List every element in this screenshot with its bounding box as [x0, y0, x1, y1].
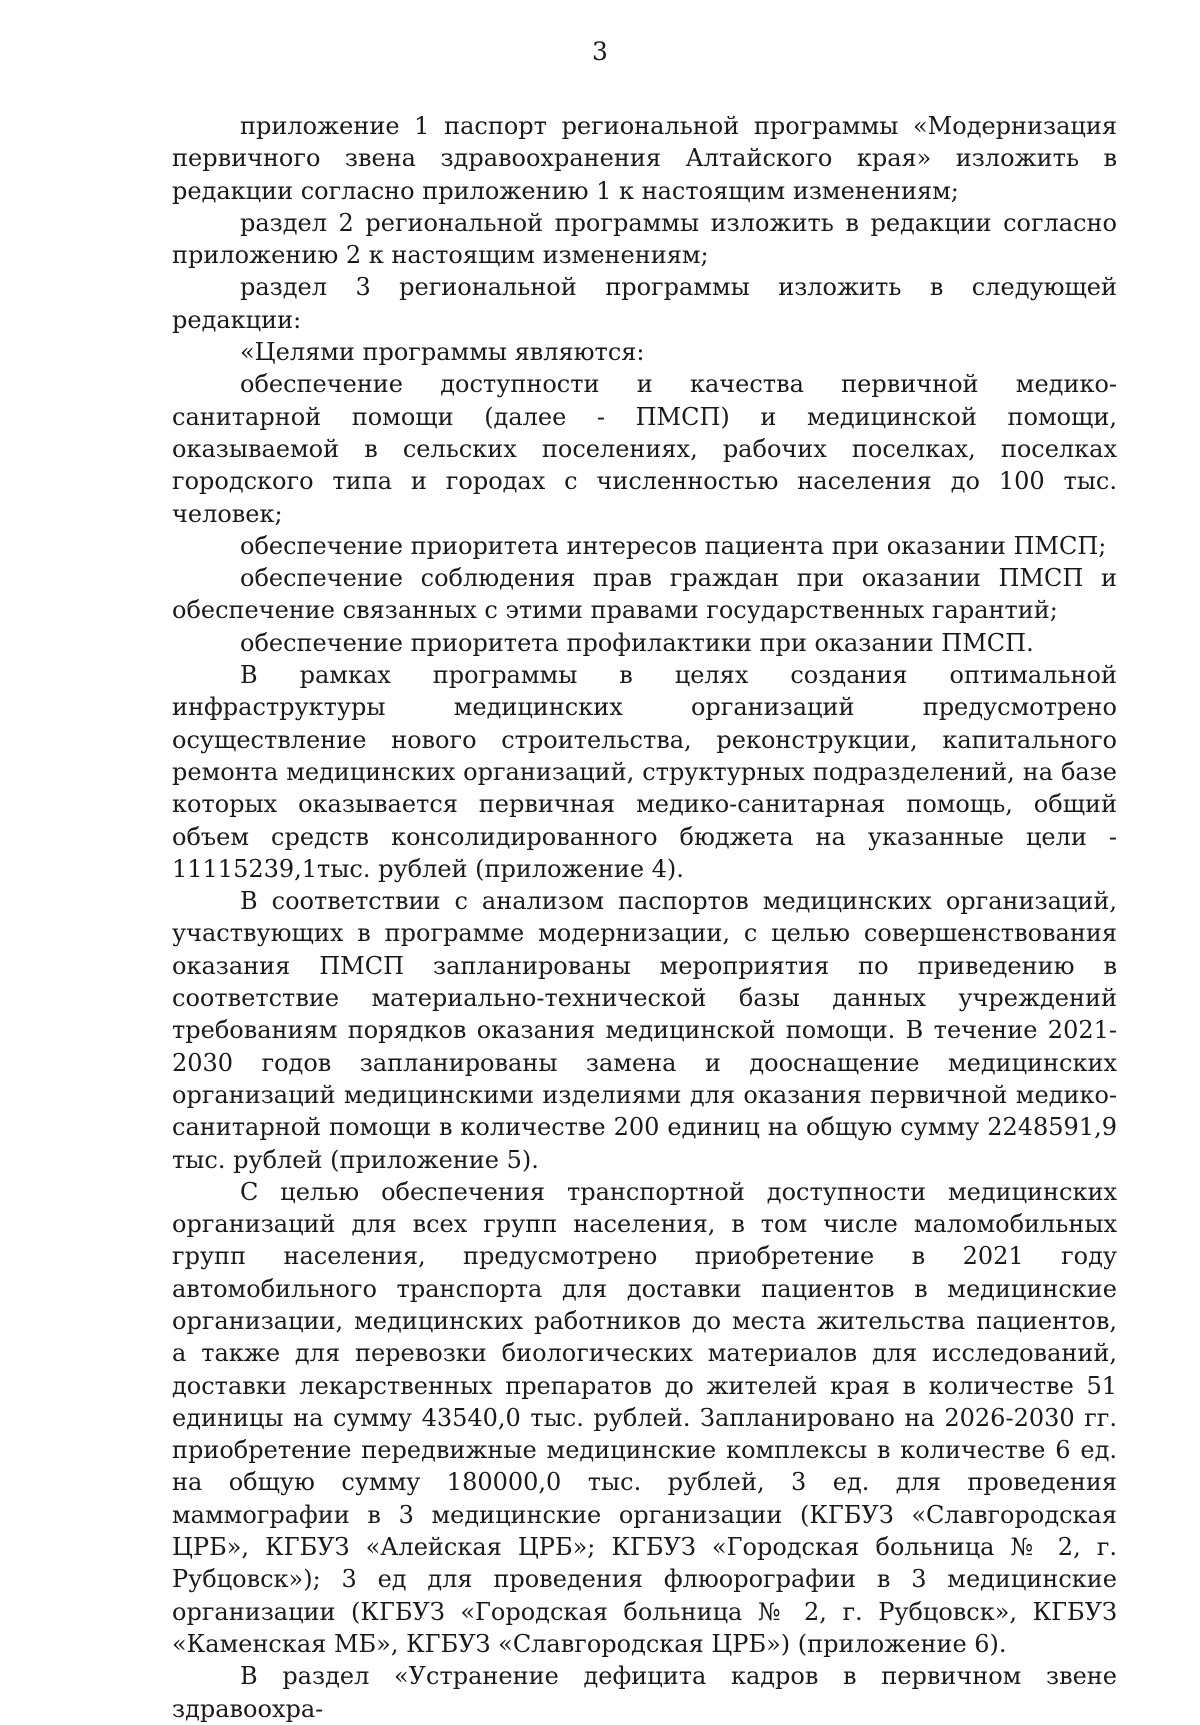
page-number: 3 [592, 37, 608, 66]
paragraph-goal-patient-priority: обеспечение приоритета интересов пациента при оказании ПМСП; [240, 531, 1107, 560]
document-body [172, 110, 1117, 1725]
paragraph-goals-heading: «Целями программы являются: [240, 338, 645, 367]
paragraph-transport: С целью обеспечения транспортной доступности медицинских организаций для всех групп населения, в том числе маломобильных групп населения, предусмотрено приобретение в 2021 году автомобильного транспорта для доставки пациентов в медицинские организации, медицинских работников до места жительства пациентов, а также для перевозки биологических материалов для исследований, доставки лекарственных препаратов до жителей края в количестве 51 единицы на сумму 43540,0 тыс. рублей. Запланировано на 2026-2030 гг. приобретение передвижные медицинские комплексы в количестве 6 ед. на общую сумму 180000,0 тыс. рублей, 3 ед. для проведения маммографии в 3 медицинские организации (КГБУЗ «Славгородская ЦРБ», КГБУЗ «Алейская ЦРБ»; КГБУЗ «Городская больница № 2, г. Рубцовск»); 3 ед для проведения флюорографии в 3 медицинские организации (КГБУЗ «Городская больница № 2, г. Рубцовск», КГБУЗ «Каменская МБ», КГБУЗ «Славгородская ЦРБ») (приложение 6). [172, 1177, 1117, 1658]
paragraph-goal-prevention: обеспечение приоритета профилактики при оказании ПМСП. [240, 628, 1034, 657]
paragraph-section-2: раздел 2 региональной программы изложить в редакции согласно приложению 2 к настоящим изменениям; [172, 208, 1117, 270]
paragraph-infrastructure: В рамках программы в целях создания оптимальной инфраструктуры медицинских организаций предусмотрено осуществление нового строительства, реконструкции, капитального ремонта медицинских организаций, структурных подразделений, на базе которых оказывается первичная медико-санитарная помощь, общий объем средств консолидированного бюджета на указанные цели - 11115239,1тыс. рублей (приложение 4). [172, 661, 1117, 883]
paragraph-section-3: раздел 3 региональной программы изложить в следующей редакции: [172, 273, 1117, 334]
paragraph-goal-accessibility: обеспечение доступности и качества первичной медико-санитарной помощи (далее - ПМСП) и медицинской помощи, оказываемой в сельских поселениях, рабочих поселках, поселках городского типа и городах с численностью населения до 100 тыс. человек; [172, 370, 1117, 528]
paragraph-staff-deficit: В раздел «Устранение дефицита кадров в первичном звене здравоохра- [172, 1662, 1117, 1723]
paragraph-appendix-1: приложение 1 паспорт региональной программы «Модернизация первичного звена здравоохранения Алтайского края» изложить в редакции согласно приложению 1 к настоящим изменениям; [172, 112, 1117, 205]
paragraph-goal-citizen-rights: обеспечение соблюдения прав граждан при оказании ПМСП и обеспечение связанных с этими правами государственных гарантий; [172, 564, 1117, 625]
paragraph-equipment: В соответствии с анализом паспортов медицинских организаций, участвующих в программе модернизации, с целью совершенствования оказания ПМСП запланированы мероприятия по приведению в соответствие материально-технической базы данных учреждений требованиям порядков оказания медицинской помощи. В течение 2021-2030 годов запланированы замена и дооснащение медицинских организаций медицинскими изделиями для оказания первичной медико-санитарной помощи в количестве 200 единиц на общую сумму 2248591,9 тыс. рублей (приложение 5). [172, 887, 1117, 1174]
